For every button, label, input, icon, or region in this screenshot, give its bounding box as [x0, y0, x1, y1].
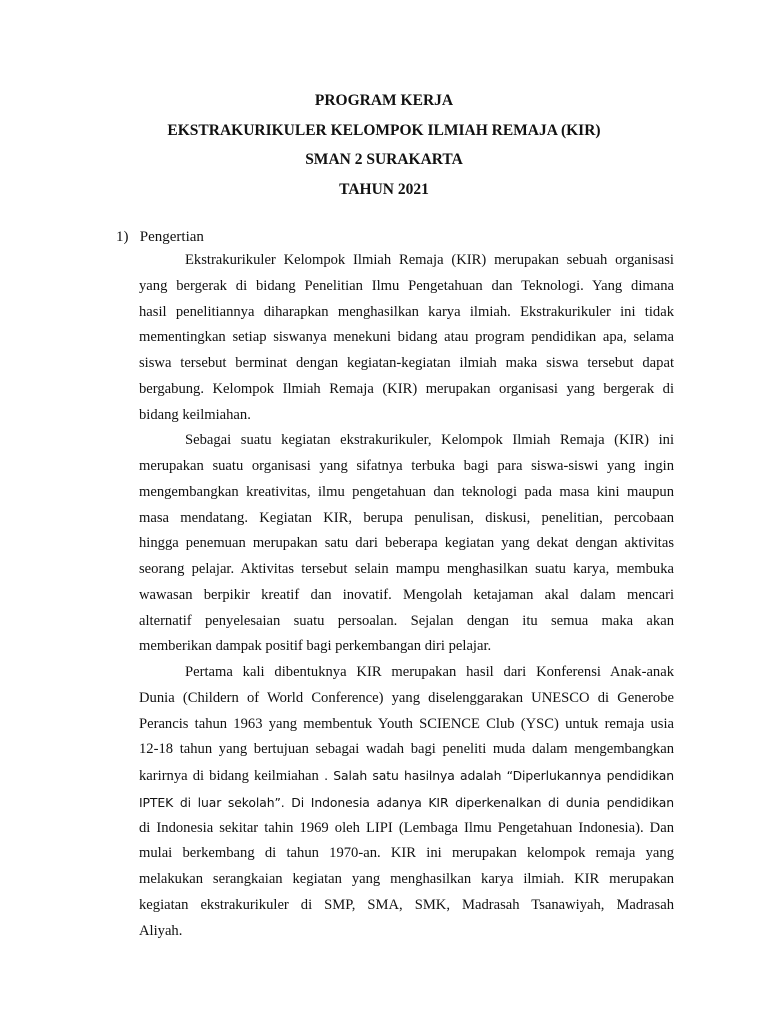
paragraph-line: Dunia (Childern of World Conference) yang diselenggarakan UNESCO di Generobe [139, 689, 674, 706]
paragraph-line: mementingkan setiap siswanya menekuni bidang atau program pendidikan apa, selama [139, 329, 674, 346]
paragraph-line: bergabung. Kelompok Ilmiah Remaja (KIR) merupakan organisasi yang bergerak di [139, 380, 674, 397]
title-program-kerja: PROGRAM KERJA [314, 92, 454, 109]
paragraph-line: melakukan serangkaian kegiatan yang menghasilkan karya ilmiah. KIR merupakan [139, 871, 674, 887]
section-heading-pengertian: 1) Pengertian [116, 229, 204, 245]
paragraph-line-sans: IPTEK di luar sekolah”. Di Indonesia adanya KIR diperkenalkan di dunia pendidikan [139, 794, 674, 810]
paragraph-line: seorang pelajar. Aktivitas tersebut selain mampu menghasilkan suatu karya, membuka [139, 561, 674, 577]
serif-segment: karirnya di bidang keilmiahan [139, 768, 319, 784]
section-body [139, 248, 674, 944]
paragraph-line: Ekstrakurikuler Kelompok Ilmiah Remaja (KIR) merupakan sebuah organisasi [185, 252, 674, 268]
paragraph-line: Aliyah. [139, 922, 183, 939]
paragraph-line: memberikan dampak positif bagi perkembangan diri pelajar. [139, 638, 492, 655]
paragraph-line: mengembangkan kreativitas, ilmu pengetahuan dan teknologi pada masa kini maupun [139, 483, 674, 500]
paragraph-line: wawasan berpikir kreatif dan inovatif. Mengolah ketajaman akal dalam mencari [139, 586, 674, 603]
paragraph-line: mulai berkembang di tahun 1970-an. KIR ini merupakan kelompok remaja yang [139, 845, 674, 862]
paragraph-line: Perancis tahun 1963 yang membentuk Youth SCIENCE Club (YSC) untuk remaja usia [139, 715, 674, 732]
title-school: SMAN 2 SURAKARTA [305, 151, 463, 168]
paragraph-line: hasil penelitiannya diharapkan menghasilkan karya ilmiah. Ekstrakurikuler ini tidak [139, 303, 674, 320]
paragraph-line-mixed [139, 763, 674, 790]
paragraph-line: kegiatan ekstrakurikuler di SMP, SMA, SMK, Madrasah Tsanawiyah, Madrasah [139, 896, 674, 913]
paragraph-line: siswa tersebut berminat dengan kegiatan-kegiatan ilmiah maka siswa tersebut dapat [139, 355, 674, 371]
title-ekstrakurikuler: EKSTRAKURIKULER KELOMPOK ILMIAH REMAJA (KIR) [167, 121, 601, 139]
paragraph-line: hingga penemuan merupakan satu dari beberapa kegiatan yang dekat dengan aktivitas [139, 535, 674, 552]
sans-segment: . Salah satu hasilnya adalah “Diperlukannya pendidikan [318, 768, 674, 783]
paragraph-line: Sebagai suatu kegiatan ekstrakurikuler, Kelompok Ilmiah Remaja (KIR) ini [185, 432, 674, 449]
title-year: TAHUN 2021 [339, 180, 429, 198]
paragraph-line: yang bergerak di bidang Penelitian Ilmu Pengetahuan dan Teknologi. Yang dimana [139, 277, 674, 294]
paragraph-line: di Indonesia sekitar tahin 1969 oleh LIPI (Lembaga Ilmu Pengetahuan Indonesia). Dan [139, 819, 674, 836]
paragraph-line: 12-18 tahun yang bertujuan sebagai wadah bagi peneliti muda dalam mengembangkan [139, 741, 674, 758]
paragraph-line: masa mendatang. Kegiatan KIR, berupa penulisan, diskusi, penelitian, percobaan [139, 509, 674, 526]
paragraph-line: bidang keilmiahan. [139, 406, 251, 423]
paragraph-line: Pertama kali dibentuknya KIR merupakan hasil dari Konferensi Anak-anak [185, 664, 674, 680]
paragraph-line: merupakan suatu organisasi yang sifatnya terbuka bagi para siswa-siswi yang ingin [139, 458, 674, 474]
paragraph-line: alternatif penyelesaian suatu persoalan. Sejalan dengan itu semua maka akan [139, 612, 674, 629]
title-block [0, 86, 768, 204]
